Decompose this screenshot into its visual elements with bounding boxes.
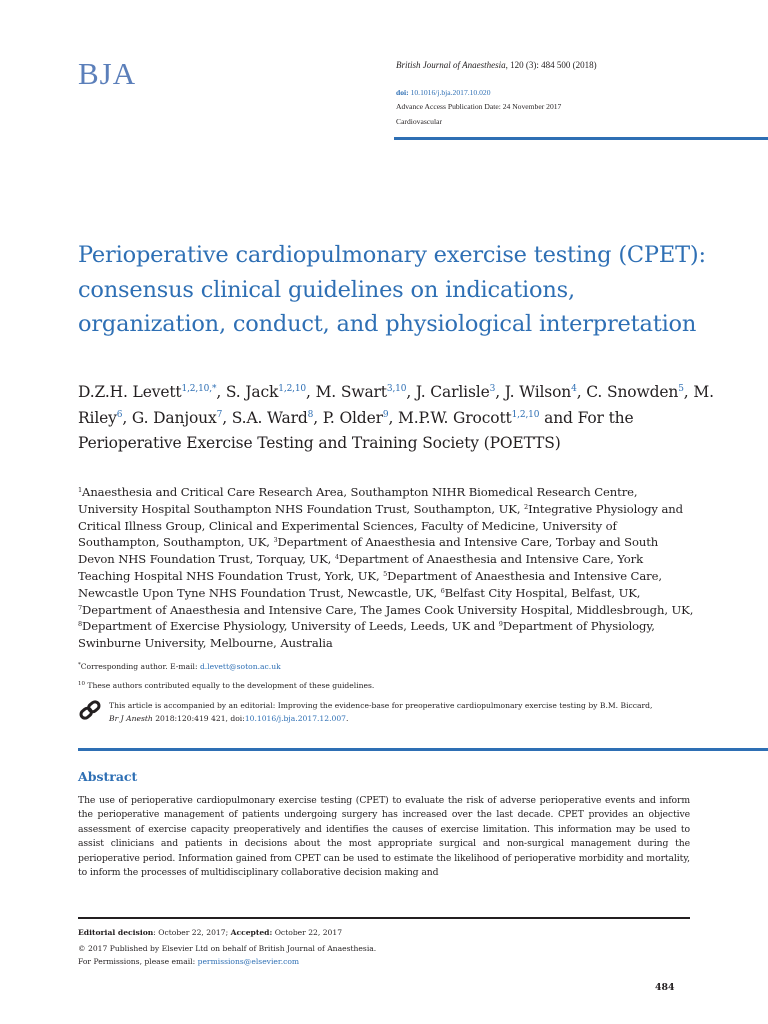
affiliation-number: 6 xyxy=(440,586,445,595)
affiliation-text: Department of Physiology, Swinburne University, Melbourne, Australia xyxy=(78,619,655,651)
affiliation-number: 7 xyxy=(78,603,83,612)
author-separator: , xyxy=(495,383,505,401)
editorial-doi-link[interactable]: 10.1016/j.bja.2017.12.007 xyxy=(244,713,347,723)
affiliation-number: 2 xyxy=(524,502,529,511)
permissions-email-link[interactable]: permissions@elsevier.com xyxy=(197,957,300,966)
journal-name: British Journal of Anaesthesia xyxy=(396,60,506,70)
author-name: C. Snowden xyxy=(586,383,679,401)
affiliation-text: Department of Anaesthesia and Intensive Care, The James Cook University Hospital, Middlesbrough, UK, xyxy=(82,602,694,617)
author-name: M. Riley xyxy=(78,383,714,427)
author-affiliation-marker: 7 xyxy=(216,409,223,420)
advance-access-date: Advance Access Publication Date: 24 November 2017 xyxy=(396,102,562,111)
author-affiliation-marker: 1,2,10 xyxy=(278,384,307,394)
author-affiliation-marker: 6 xyxy=(116,409,123,420)
affiliation-number: 1 xyxy=(78,486,83,494)
author-name: S.A. Ward xyxy=(231,408,308,427)
corr-marker: * xyxy=(78,662,81,668)
editorial-note xyxy=(109,700,699,725)
permissions-text: For Permissions, please email: xyxy=(78,957,198,966)
affiliation-text: Department of Anaesthesia and Intensive Care, Newcastle Upon Tyne NHS Foundation Trust, Newcastle, UK, xyxy=(78,568,662,600)
section-rule xyxy=(78,748,768,751)
author-separator: , xyxy=(683,383,694,401)
author-affiliation-marker: 5 xyxy=(678,384,684,394)
accepted-date: October 22, 2017 xyxy=(272,928,343,937)
header-rule xyxy=(394,137,768,140)
affiliation-text: Integrative Physiology and Critical Illness Group, Clinical and Experimental Sciences, Faculty of Medicine, University of Southampton, Southampton, UK, xyxy=(78,501,683,550)
doi-label: doi: xyxy=(396,88,409,97)
affiliation-text: Department of Anaesthesia and Intensive Care, York Teaching Hospital NHS Foundation Trust, York, UK, xyxy=(78,552,644,583)
abstract-heading: Abstract xyxy=(78,769,138,784)
author-separator: , xyxy=(388,408,399,427)
affiliation-number: 8 xyxy=(78,620,83,629)
author-affiliation-marker: 8 xyxy=(307,409,314,420)
corr-email-link[interactable]: d.levett@soton.ac.uk xyxy=(199,662,281,671)
affiliation-number: 4 xyxy=(334,553,339,562)
citation-details: , 120 (3): 484 500 (2018) xyxy=(505,60,597,70)
doi-link[interactable]: 10.1016/j.bja.2017.10.020 xyxy=(410,88,491,97)
affiliation-number: 3 xyxy=(273,536,278,545)
author-name: J. Carlisle xyxy=(415,383,490,401)
editorial-decision-label: Editorial decision xyxy=(78,928,154,937)
author-name: G. Danjoux xyxy=(131,408,217,427)
author-name: D.Z.H. Levett xyxy=(78,383,182,401)
affiliation-text: Department of Anaesthesia and Intensive Care, Torbay and South Devon NHS Foundation Trust, Torquay, UK, xyxy=(78,535,659,567)
affiliation-text: Belfast City Hospital, Belfast, UK, xyxy=(444,585,641,600)
editorial-decision xyxy=(78,928,342,937)
editorial-end: . xyxy=(346,713,349,723)
editorial-ref: 2018:120:419 421, doi: xyxy=(152,713,245,723)
permissions xyxy=(78,957,299,966)
author-affiliation-marker: 9 xyxy=(382,409,389,420)
affiliation-text: Anaesthesia and Critical Care Research Area, Southampton NIHR Biomedical Research Centre, University Hospital Southampton NHS Foundation Trust, Southampton, UK, xyxy=(78,485,638,516)
affiliation-text: Department of Exercise Physiology, University of Leeds, Leeds, UK and xyxy=(82,619,499,634)
author-list xyxy=(78,380,718,457)
author-name: P. Older xyxy=(322,408,383,427)
affiliations xyxy=(78,484,698,652)
author-affiliation-marker: 4 xyxy=(571,384,577,394)
corr-text: Corresponding author. E-mail: xyxy=(80,662,200,671)
author-name: J. Wilson xyxy=(504,383,572,401)
author-affiliation-marker: 1,2,10 xyxy=(511,409,540,420)
author-name: M.P.W. Grocott xyxy=(398,408,512,427)
editorial-text: This article is accompanied by an editorial: Improving the evidence-base for preoperative cardiopulmonary exercise testing by B.M. Biccard, xyxy=(109,701,653,710)
editorial-decision-date: : October 22, 2017; xyxy=(153,928,231,937)
affiliation-number: 9 xyxy=(498,620,503,629)
article-category: Cardiovascular xyxy=(396,117,442,126)
editorial-journal: Br J Anesth xyxy=(109,713,153,723)
author-separator: , xyxy=(313,408,323,427)
accepted-label: Accepted: xyxy=(230,928,273,937)
author-separator: , xyxy=(216,383,226,401)
author-separator: , xyxy=(306,383,316,401)
author-separator: , xyxy=(406,383,416,401)
journal-logo: BJA xyxy=(78,56,137,91)
doi-line xyxy=(396,88,491,97)
author-name: M. Swart xyxy=(315,383,387,401)
author-affiliation-marker: 3 xyxy=(489,384,496,394)
author-name: S. Jack xyxy=(225,383,279,401)
page-number: 484 xyxy=(655,982,675,993)
author-separator: , xyxy=(576,383,587,401)
footer-rule xyxy=(78,917,690,919)
contrib-marker: 10 xyxy=(78,681,85,687)
linked-article-icon xyxy=(78,700,102,720)
author-affiliation-marker: 1,2,10,* xyxy=(181,384,217,394)
article-title: Perioperative cardiopulmonary exercise testing (CPET): consensus clinical guidelines on indications, organization, conduct, and physiological interpretation xyxy=(78,242,706,337)
corresponding-author xyxy=(78,662,281,671)
author-separator: , xyxy=(122,408,132,427)
contrib-text: These authors contributed equally to the development of these guidelines. xyxy=(85,681,375,690)
author-separator: , xyxy=(222,408,232,427)
equal-contribution-note xyxy=(78,681,374,690)
abstract-body: The use of perioperative cardiopulmonary exercise testing (CPET) to evaluate the risk of adverse perioperative events and inform the perioperative management of patients undergoing surgery has increased over the last decade. CPET provides an objective assessment of exercise capacity preoperatively and identifies the causes of exercise limitation. This information may be used to assist clinicians and patients in decisions about the most appropriate surgical and non-surgical management during the perioperative period. Information gained from CPET can be used to estimate the likelihood of perioperative morbidity and mortality, to inform the processes of multidisciplinary collaborative decision making and xyxy=(78,795,690,879)
affiliation-number: 5 xyxy=(383,569,388,578)
author-affiliation-marker: 3,10 xyxy=(386,384,407,394)
copyright: © 2017 Published by Elsevier Ltd on behalf of British Journal of Anaesthesia. xyxy=(78,944,377,953)
citation-line xyxy=(396,60,597,70)
author-group: and For the Perioperative Exercise Testing and Training Society (POETTS) xyxy=(78,408,634,452)
